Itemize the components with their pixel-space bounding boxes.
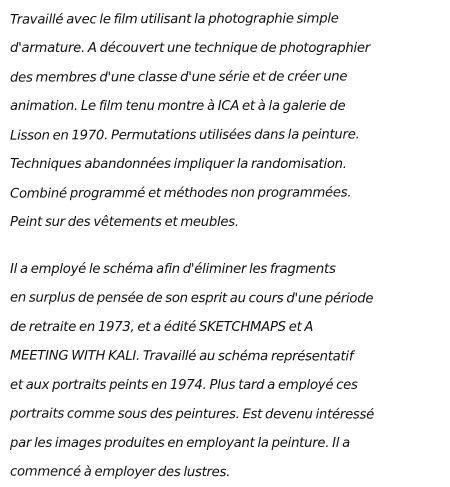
paragraph-line: des membres d'une classe d'une série et de créer une — [9, 69, 348, 86]
paragraph-line: et aux portraits peints en 1974. Plus tard a employé ces — [10, 378, 358, 393]
paragraph-line: par les images produites en employant la peinture. Il a — [10, 436, 350, 451]
paragraph-2 — [10, 255, 374, 487]
paragraph-line: Peint sur des vêtements et meubles. — [10, 215, 239, 230]
paragraph-line: Travaillé avec le film utilisant la photographie simple — [9, 11, 339, 28]
paragraph-line: de retraite en 1973, et a édité SKETCHMAPS et A — [10, 320, 314, 335]
paragraph-line: animation. Le film tenu montre à ICA et à la galerie de — [10, 99, 346, 114]
paragraph-line: Lisson en 1970. Permutations utilisées dans la peinture. — [9, 127, 360, 144]
paragraph-line: Il a employé le schéma afin d'éliminer les fragments — [10, 262, 336, 277]
paragraph-line: en surplus de pensée de son esprit au cours d'une période — [9, 290, 374, 307]
paragraph-1 — [10, 5, 370, 237]
paragraph-line: MEETING WITH KALI. Travaillé au schéma représentatif — [9, 348, 354, 365]
paragraph-line: portraits comme sous des peintures. Est devenu intéressé — [9, 406, 375, 423]
paragraph-line: Combiné programmé et méthodes non programmées. — [9, 185, 352, 202]
paragraph-line: commencé à employer des lustres. — [9, 464, 231, 481]
paragraph-line: d'armature. A découvert une technique de photographier — [10, 41, 370, 56]
paragraph-line: Techniques abandonnées impliquer la randomisation. — [10, 157, 347, 172]
